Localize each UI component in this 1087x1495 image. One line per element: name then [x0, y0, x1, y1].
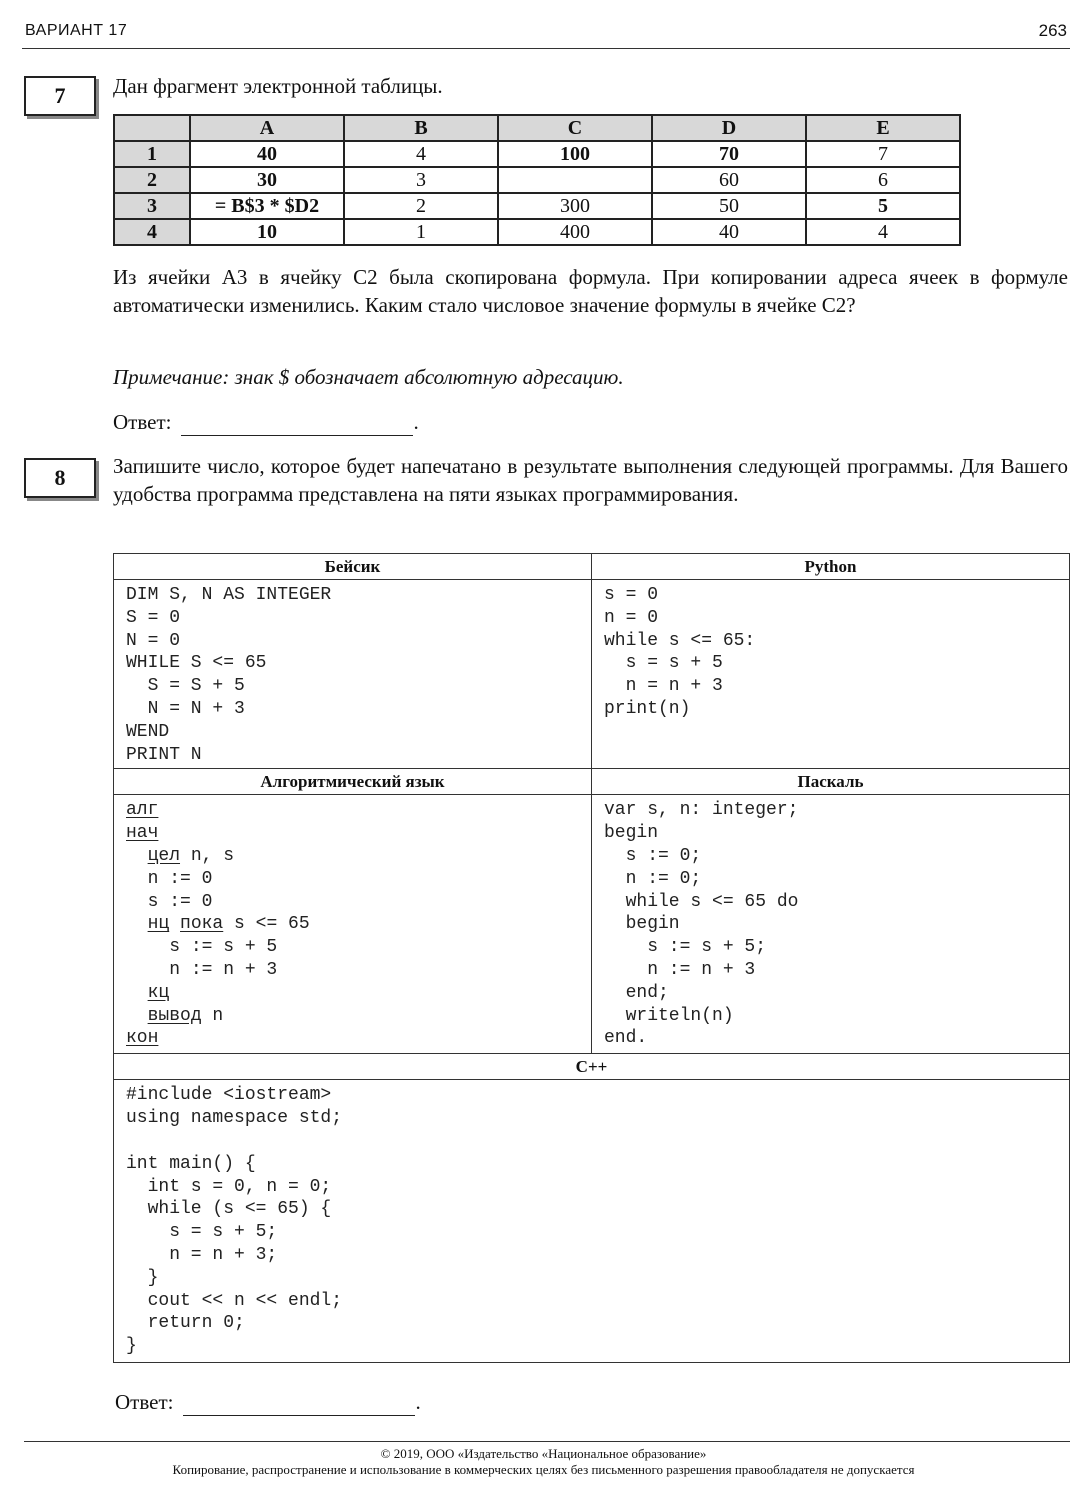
cell-c4: 400	[498, 219, 652, 245]
cell-d3: 50	[652, 193, 806, 219]
cell-b3: 2	[344, 193, 498, 219]
task-7-note: Примечание: знак $ обозначает абсолютную адресацию.	[113, 365, 624, 389]
footer-notice: Копирование, распространение и использование в коммерческих целях без письменного разрешения правообладателя не допускается	[172, 1462, 915, 1477]
answer-period: .	[413, 410, 419, 434]
footer-divider	[24, 1441, 1070, 1442]
cell-c1: 100	[498, 141, 652, 167]
task-7-answer	[113, 408, 419, 436]
program-table	[113, 553, 1070, 1363]
row-header: 2	[114, 167, 190, 193]
spreadsheet-row	[114, 167, 960, 193]
page-number: 263	[1038, 21, 1067, 40]
cell-c2	[498, 167, 652, 193]
task-8-number: 8	[24, 458, 96, 498]
algo-code-cell	[114, 795, 592, 1054]
cell-c3: 300	[498, 193, 652, 219]
spreadsheet-header-row	[114, 115, 960, 141]
cell-a4: 10	[190, 219, 344, 245]
row-header: 1	[114, 141, 190, 167]
task-8-answer	[115, 1388, 421, 1416]
row-header: 4	[114, 219, 190, 245]
answer-label: Ответ:	[113, 410, 172, 434]
cell-a1: 40	[190, 141, 344, 167]
cell-d4: 40	[652, 219, 806, 245]
answer-input-line[interactable]	[183, 1395, 415, 1416]
basic-code: DIM S, N AS INTEGER S = 0 N = 0 WHILE S <= 65 S = S + 5 N = N + 3 WEND PRINT N	[126, 585, 332, 765]
spreadsheet-row	[114, 193, 960, 219]
answer-input-line[interactable]	[181, 415, 413, 436]
cell-e3: 5	[806, 193, 960, 219]
pascal-code-cell	[592, 795, 1070, 1054]
cell-d2: 60	[652, 167, 806, 193]
cell-b4: 1	[344, 219, 498, 245]
column-header-b: B	[344, 115, 498, 141]
task-8-intro: Запишите число, которое будет напечатано в результате выполнения следующей программы. Для Вашего удобства программа представлена на пяти языках программирования.	[113, 454, 1068, 506]
algo-code: алг нач цел n, s n := 0 s := 0 нц пока s <= 65 s := s + 5 n := n + 3 кц вывод n кон	[126, 800, 310, 1049]
cpp-code: #include <iostream> using namespace std; int main() { int s = 0, n = 0; while (s <= 65) { s = s + 5; n = n + 3; } cout << n << endl; return 0; }	[126, 1085, 343, 1357]
answer-period: .	[415, 1390, 421, 1414]
pascal-code: var s, n: integer; begin s := 0; n := 0; while s <= 65 do begin s := s + 5; n := n + 3 end; writeln(n) end.	[604, 800, 799, 1049]
lang-header-cpp: C++	[114, 1054, 1070, 1080]
spreadsheet-row	[114, 219, 960, 245]
cell-b2: 3	[344, 167, 498, 193]
column-header-a: A	[190, 115, 344, 141]
cpp-code-cell	[114, 1080, 1070, 1363]
cell-b1: 4	[344, 141, 498, 167]
python-code-cell	[592, 580, 1070, 769]
column-header-e: E	[806, 115, 960, 141]
cell-e1: 7	[806, 141, 960, 167]
column-header-d: D	[652, 115, 806, 141]
footer-copyright: © 2019, ООО «Издательство «Национальное образование»	[380, 1446, 707, 1461]
lang-header-pascal: Паскаль	[592, 769, 1070, 795]
column-header-c: C	[498, 115, 652, 141]
cell-e4: 4	[806, 219, 960, 245]
spreadsheet-table	[113, 114, 961, 246]
task-7-question: Из ячейки A3 в ячейку C2 была скопирована формула. При копировании адреса ячеек в формуле автоматически изменились. Каким стало числовое значение формулы в ячейке C2?	[113, 265, 1068, 317]
python-code: s = 0 n = 0 while s <= 65: s = s + 5 n = n + 3 print(n)	[604, 585, 756, 719]
header-divider	[22, 48, 1070, 49]
cell-e2: 6	[806, 167, 960, 193]
basic-code-cell	[114, 580, 592, 769]
corner-cell	[114, 115, 190, 141]
row-header: 3	[114, 193, 190, 219]
cell-a2: 30	[190, 167, 344, 193]
lang-header-basic: Бейсик	[114, 554, 592, 580]
task-7-number: 7	[24, 76, 96, 116]
task-7-intro: Дан фрагмент электронной таблицы.	[113, 74, 443, 98]
lang-header-algo: Алгоритмический язык	[114, 769, 592, 795]
cell-d1: 70	[652, 141, 806, 167]
variant-title: ВАРИАНТ 17	[25, 22, 128, 39]
lang-header-python: Python	[592, 554, 1070, 580]
answer-label: Ответ:	[115, 1390, 174, 1414]
spreadsheet-row	[114, 141, 960, 167]
cell-a3: = B$3 * $D2	[190, 193, 344, 219]
